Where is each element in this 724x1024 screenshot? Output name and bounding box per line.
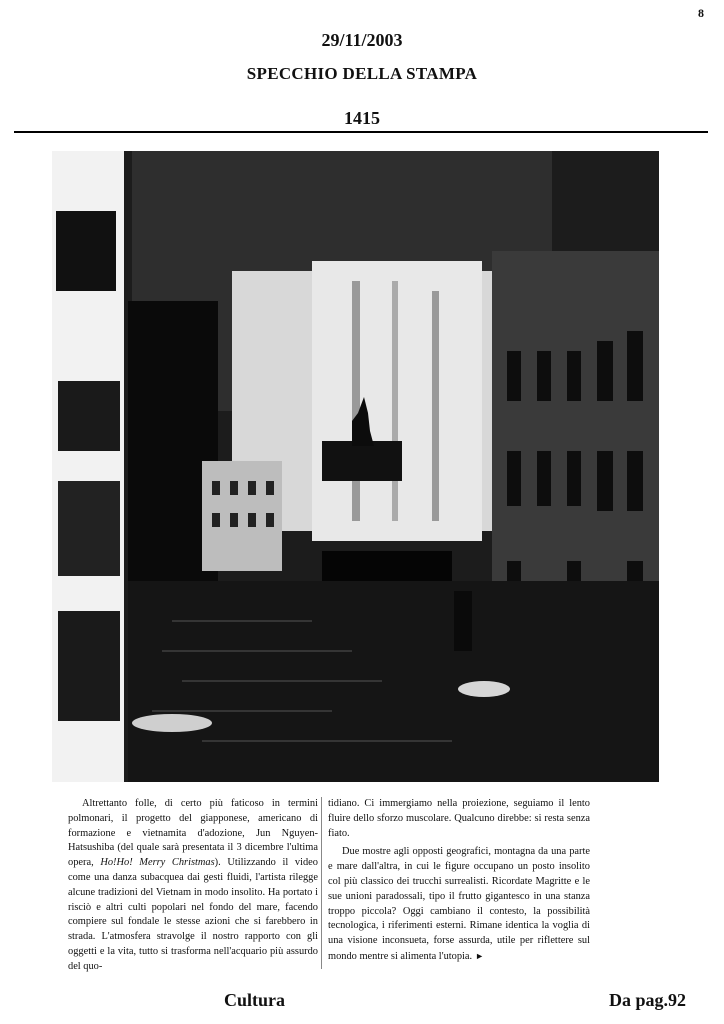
header-rule [14, 131, 708, 133]
artwork-title: Ho!Ho! Merry Christmas [100, 857, 215, 869]
continued-from: Da pag.92 [608, 990, 686, 1010]
masthead: SPECCHIO DELLA STAMPA [246, 64, 478, 83]
page-number: 8 [698, 6, 704, 20]
article-paragraph [328, 845, 590, 964]
article-column-1 [68, 797, 318, 975]
paragraph-text: Due mostre agli opposti geografici, montagna da una parte e mare dall'altra, in cui le figure occupano un posto insolito col più classico dei trucchi surrealisti. Ricordate Magritte e le sue unioni paradossali, tipo il frutto gigantesco in una stanza troppo piccola? Oggi cambiano il contesto, la possibilità tecnologica, i riferimenti esterni. Rimane identica la voglia di una visione inconsueta, forse assurda, utile per riflettere sul mondo mentre si alimenta l'utopia. [328, 846, 590, 962]
article-photo [52, 151, 659, 782]
article-paragraph [68, 797, 318, 975]
issue-number: 1415 [344, 108, 380, 128]
canal-photo-illustration [52, 151, 659, 782]
continue-arrow-icon: ► [475, 950, 485, 961]
article-column-2 [328, 797, 590, 965]
article-paragraph: tidiano. Ci immergiamo nella proiezione, seguiamo il lento fluire dello sforzo muscolare. Qualcuno direbbe: si resta senza fiato. [328, 798, 590, 839]
column-divider [321, 797, 322, 969]
paragraph-text: Altrettanto folle, di certo più faticoso in termini polmonari, il progetto del giapponese, americano di formazione e vietnamita d'adozione, Jun Nguyen-Hatsushiba (del quale sarà presentata il 3 dicembre l'ultima opera, [68, 798, 318, 869]
paragraph-text: ). Utilizzando il video come una danza subacquea dai gesti fluidi, l'artista rilegge alcune tradizioni del Vietnam in modo insolito. Ha portato i risciò e altri culti popolari nel fondo del mare, facendo compiere sul fondale le stesse azioni che si farebbero in strada. L'atmosfera stravolge il nostro rapporto con gli oggetti e la vita, tutto si trasforma nell'acquario più assurdo del quo- [68, 857, 318, 972]
section-name: Cultura [224, 990, 286, 1010]
date: 29/11/2003 [321, 30, 403, 50]
